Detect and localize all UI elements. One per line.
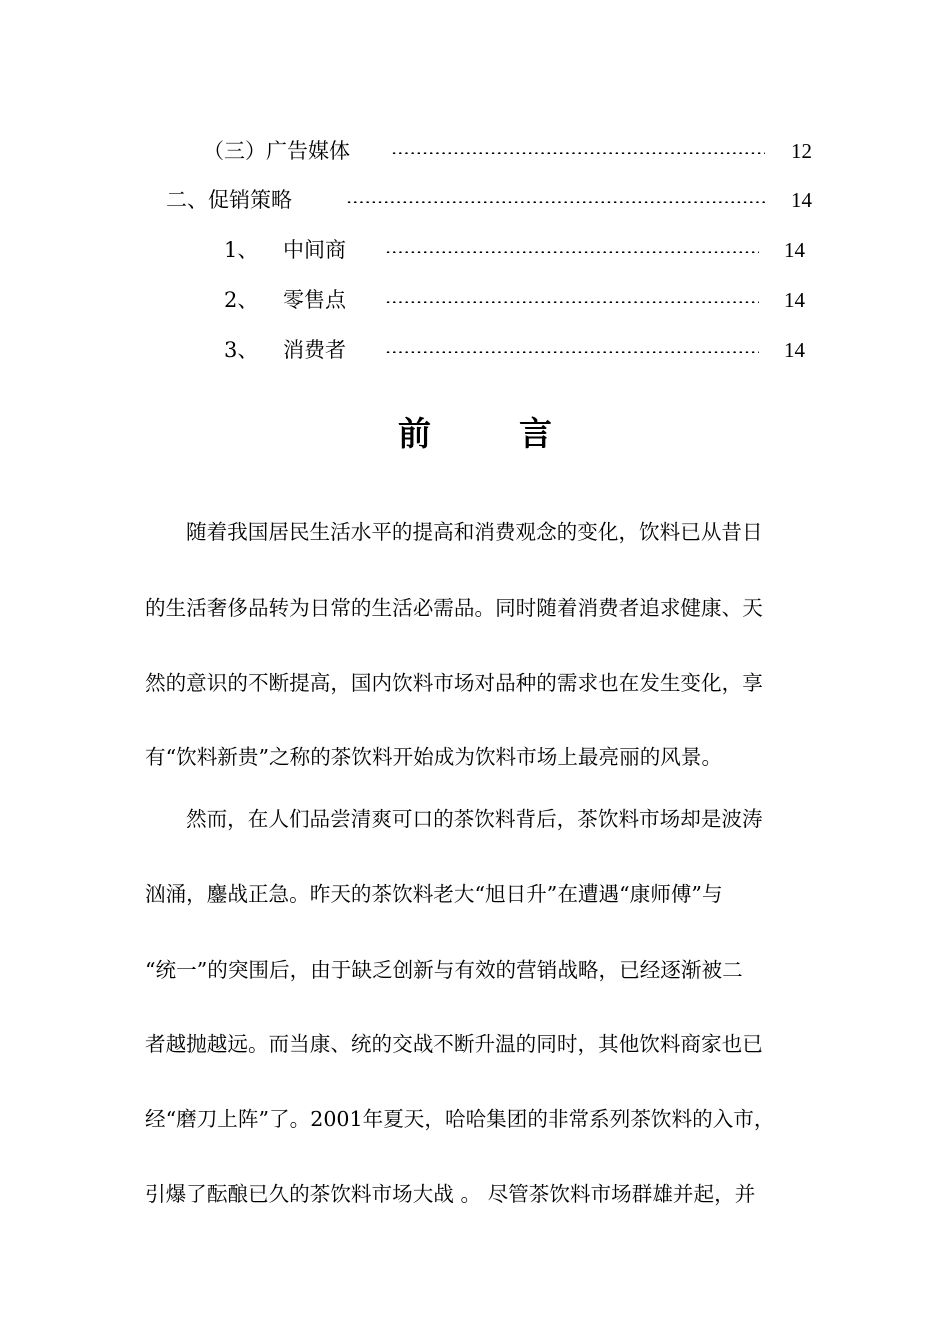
toc-page-number: 14: [784, 288, 805, 312]
paragraph-line: 然而，在人们品尝清爽可口的茶饮料背后，茶饮料市场却是波涛: [186, 807, 763, 831]
toc-leader-dots: [346, 201, 766, 203]
toc-entry[interactable]: [0, 136, 950, 166]
toc-leader-dots: [385, 301, 759, 303]
toc-page-number: 14: [791, 188, 812, 212]
toc-entry[interactable]: [0, 235, 950, 265]
section-title: 前言: [398, 414, 640, 453]
toc-label: 消费者: [283, 338, 346, 362]
paragraph-line: 然的意识的不断提高，国内饮料市场对品种的需求也在发生变化，享: [145, 671, 763, 695]
paragraph-line: 的生活奢侈品转为日常的生活必需品。同时随着消费者追求健康、天: [145, 596, 763, 620]
paragraph-line: 经“磨刀上阵”了。2001年夏天，哈哈集团的非常系列茶饮料的入市，: [145, 1107, 775, 1131]
paragraph-line: 者越抛越远。而当康、统的交战不断升温的同时，其他饮料商家也已: [145, 1032, 763, 1056]
paragraph-line: 引爆了酝酿已久的茶饮料市场大战 。 尽管茶饮料市场群雄并起，并: [145, 1182, 756, 1206]
paragraph-line: 有“饮料新贵”之称的茶饮料开始成为饮料市场上最亮丽的风景。: [145, 745, 723, 769]
paragraph-line: 随着我国居民生活水平的提高和消费观念的变化，饮料已从昔日: [186, 520, 763, 544]
paragraph-line: “统一”的突围后，由于缺乏创新与有效的营销战略，已经逐渐被二: [145, 958, 743, 982]
toc-entry[interactable]: [0, 335, 950, 365]
toc-leader-dots: [385, 251, 759, 253]
toc-item-number: 2、: [224, 288, 259, 312]
toc-label: 零售点: [283, 288, 346, 312]
toc-label: （三）广告媒体: [203, 139, 350, 163]
toc-label: 中间商: [283, 238, 346, 262]
toc-label: 二、促销策略: [166, 188, 292, 212]
toc-item-number: 1、: [224, 238, 259, 262]
paragraph-line: 汹涌，鏖战正急。昨天的茶饮料老大“旭日升”在遭遇“康师傅”与: [145, 882, 723, 906]
toc-entry[interactable]: [0, 185, 950, 215]
toc-page-number: 14: [784, 338, 805, 362]
toc-entry[interactable]: [0, 285, 950, 315]
toc-leader-dots: [385, 351, 759, 353]
toc-page-number: 14: [784, 238, 805, 262]
toc-page-number: 12: [791, 139, 812, 163]
toc-item-number: 3、: [224, 338, 259, 362]
toc-leader-dots: [391, 152, 765, 154]
